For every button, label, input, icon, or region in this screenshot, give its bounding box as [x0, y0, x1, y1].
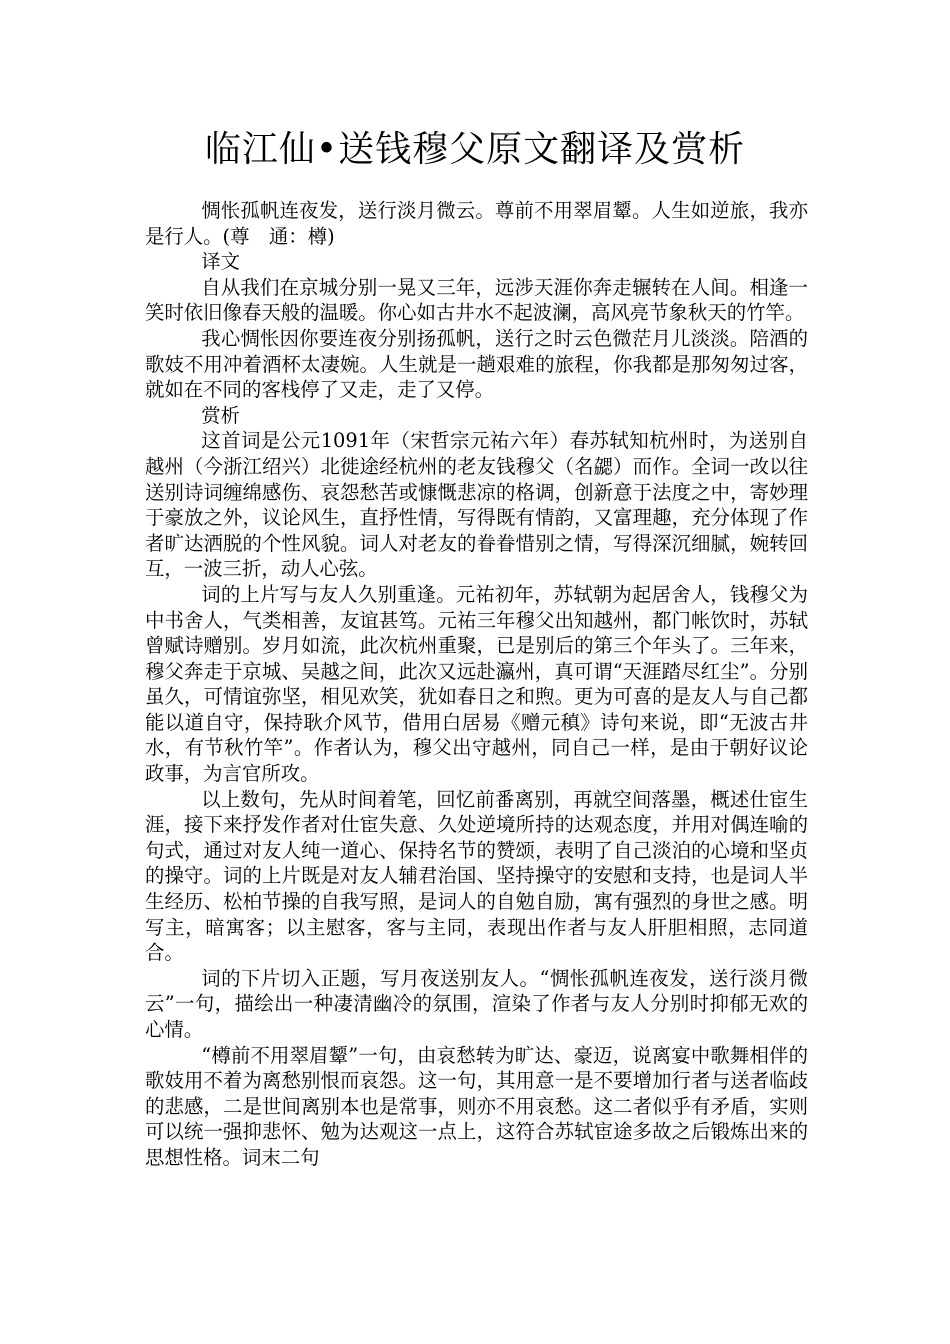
appreciation-paragraph: 以上数句，先从时间着笔，回忆前番离别，再就空间落墨，概述仕宦生涯，接下来抒发作者对仕宦失意、久处逆境所持的达观态度，并用对偶连喻的句式，通过对友人纯一道心、保持名节的赞颂，表明了自己淡泊的心境和坚贞的操守。词的上片既是对友人辅君治国、坚持操守的安慰和支持，也是词人半生经历、松柏节操的自我写照，是词人的自勉自励，寓有强烈的身世之感。明写主，暗寓客；以主慰客，客与主同，表现出作者与友人肝胆相照，志同道合。: [145, 787, 808, 965]
appreciation-paragraph: 词的下片切入正题，写月夜送别友人。“惆怅孤帆连夜发，送行淡月微云”一句，描绘出一种凄清幽冷的氛围，渲染了作者与友人分别时抑郁无欢的心情。: [145, 966, 808, 1041]
document-title: 临江仙•送钱穆父原文翻译及赏析: [204, 129, 746, 170]
document-body: [145, 198, 808, 1171]
translation-paragraph: 我心惆怅因你要连夜分别扬孤帆，送行之时云色微茫月儿淡淡。陪酒的歌妓不用冲着酒杯太凄婉。人生就是一趟艰难的旅程，你我都是那匆匆过客，就如在不同的客栈停了又走，走了又停。: [145, 326, 808, 402]
translation-heading: 译文: [201, 250, 241, 274]
translation-paragraph: 自从我们在京城分别一晃又三年，远涉天涯你奔走辗转在人间。相逢一笑时依旧像春天般的温暖。你心如古井水不起波澜，高风亮节象秋天的竹竿。: [145, 275, 808, 325]
appreciation-paragraph: 词的上片写与友人久别重逢。元祐初年，苏轼朝为起居舍人，钱穆父为中书舍人，气类相善，友谊甚笃。元祐三年穆父出知越州，都门帐饮时，苏轼曾赋诗赠别。岁月如流，此次杭州重聚，已是别后的第三个年头了。三年来，穆父奔走于京城、吴越之间，此次又远赴瀛州，真可谓“天涯踏尽红尘”。分别虽久，可情谊弥坚，相见欢笑，犹如春日之和煦。更为可喜的是友人与自己都能以道自守，保持耿介风节，借用白居易《赠元稹》诗句来说，即“无波古井水，有节秋竹竿”。作者认为，穆父出守越州，同自己一样，是由于朝好议论政事，为言官所攻。: [145, 582, 808, 786]
poem-text: 惆怅孤帆连夜发，送行淡月微云。尊前不用翠眉颦。人生如逆旅，我亦是行人。(尊 通：樽): [145, 199, 808, 248]
appreciation-paragraph: “樽前不用翠眉颦”一句，由哀愁转为旷达、豪迈，说离宴中歌舞相伴的歌妓用不着为离愁别恨而哀怨。这一句，其用意一是不要增加行者与送者临歧的悲感，二是世间离别本也是常事，则亦不用哀愁。这二者似乎有矛盾，实则可以统一强抑悲怀、勉为达观这一点上，这符合苏轼宦途多故之后锻炼出来的思想性格。词末二句: [145, 1043, 808, 1169]
appreciation-paragraph: 这首词是公元1091年（宋哲宗元祐六年）春苏轼知杭州时，为送别自越州（今浙江绍兴）北徙途经杭州的老友钱穆父（名勰）而作。全词一改以往送别诗词缠绵感伤、哀怨愁苦或慷慨悲凉的格调，创新意于法度之中，寄妙理于豪放之外，议论风生，直抒性情，写得既有情韵，又富理趣，充分体现了作者旷达洒脱的个性风貌。词人对老友的眷眷惜别之情，写得深沉细腻，婉转回互，一波三折，动人心弦。: [145, 429, 808, 581]
appreciation-heading: 赏析: [201, 403, 241, 427]
